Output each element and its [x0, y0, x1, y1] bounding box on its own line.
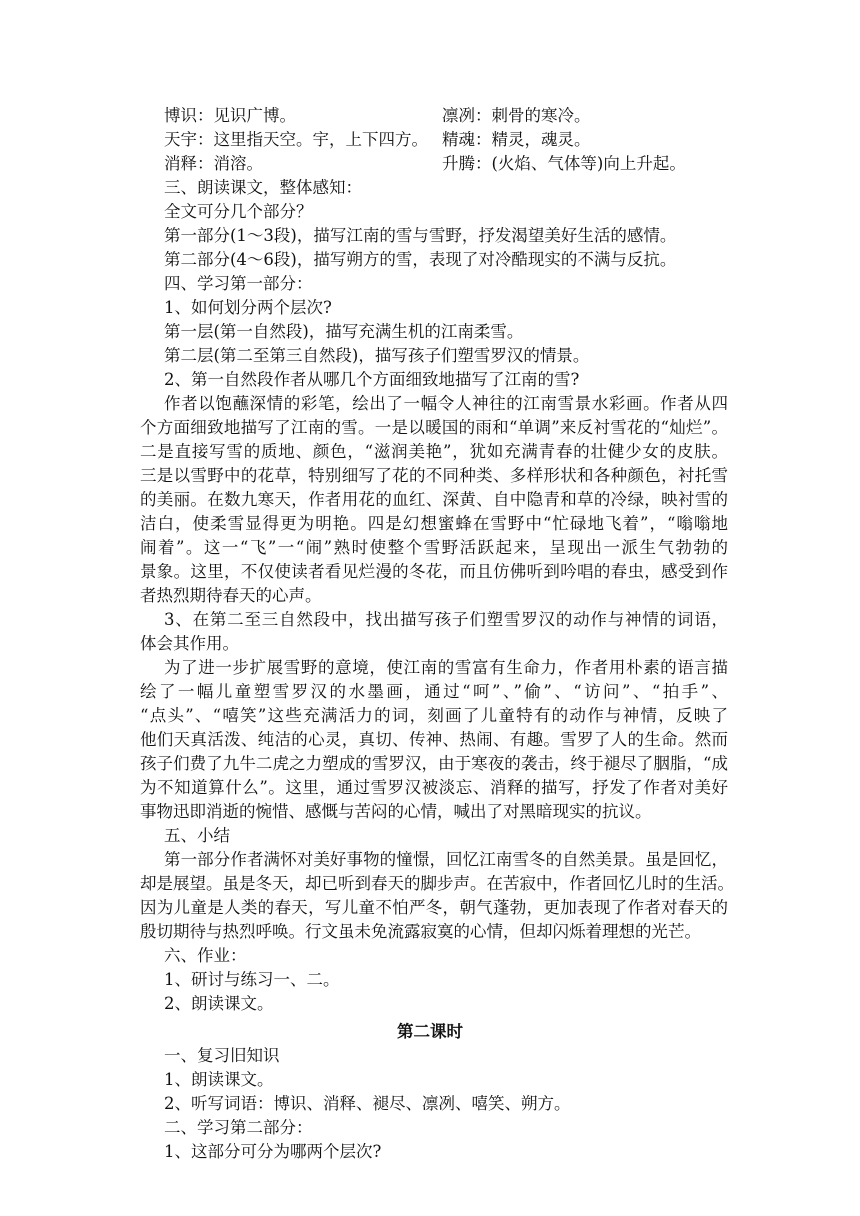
- paragraph-line: 为了进一步扩展雪野的意境，使江南的雪富有生命力，作者用朴素的语言描: [164, 658, 728, 677]
- question: 2、第一自然段作者从哪几个方面细致地描写了江南的雪?: [164, 370, 580, 389]
- section-heading: 五、小结: [164, 826, 230, 845]
- vocab-item: 凛冽：刺骨的寒冷。: [442, 106, 591, 125]
- paragraph-line: 闹着”。这一“飞”一“闹”熟时使整个雪野活跃起来，呈现出一派生气勃勃的: [140, 538, 728, 557]
- paragraph-line: 二是直接写雪的质地、颜色，“滋润美艳”，犹如充满青春的壮健少女的皮肤。: [140, 442, 728, 461]
- question: 3、在第二至三自然段中，找出描写孩子们塑雪罗汉的动作与神情的词语，: [164, 610, 728, 629]
- answer-line: 第二层(第二至第三自然段)，描写孩子们塑雪罗汉的情景。: [164, 346, 590, 365]
- vocab-item: 消释：消溶。: [164, 154, 263, 173]
- paragraph-line: 他们天真活泼、纯洁的心灵，真切、传神、热闹、有趣。雪罗了人的生命。然而: [140, 730, 728, 749]
- paragraph-line: 却是展望。虽是冬天，却已听到春天的脚步声。在苦寂中，作者回忆儿时的生活。: [140, 874, 734, 893]
- paragraph-line: 殷切期待与热烈呼唤。行文虽未免流露寂寞的心情，但却闪烁着理想的光芒。: [140, 922, 701, 941]
- section-heading: 六、作业：: [164, 946, 247, 965]
- list-item: 2、朗读课文。: [164, 994, 274, 1013]
- paragraph-line: 洁白，使柔雪显得更为明艳。四是幻想蜜蜂在雪野中“忙碌地飞着”，“嗡嗡地: [140, 514, 728, 533]
- paragraph-line: 因为儿童是人类的春天，写儿童不怕严冬，朝气蓬勃，更加表现了作者对春天的: [140, 898, 728, 917]
- paragraph-line: “点头”、“嘻笑”这些充满活力的词，刻画了儿童特有的动作与神情，反映了: [140, 706, 728, 725]
- list-item: 1、朗读课文。: [164, 1070, 274, 1089]
- vocab-item: 天宇：这里指天空。宇，上下四方。: [164, 130, 428, 149]
- paragraph-line: 者热烈期待春天的心声。: [140, 586, 322, 605]
- list-item: 1、研讨与练习一、二。: [164, 970, 340, 989]
- question: 体会其作用。: [140, 634, 239, 653]
- lesson-title: 第二课时: [397, 1022, 463, 1041]
- paragraph-line: 景象。这里，不仅使读者看见烂漫的冬花，而且仿佛听到吟唱的春虫，感受到作: [140, 562, 728, 581]
- paragraph-line: 孩子们费了九牛二虎之力塑成的雪罗汉，由于寒夜的袭击，终于褪尽了胭脂，“成: [140, 754, 728, 773]
- question: 1、这部分可分为哪两个层次?: [164, 1142, 382, 1161]
- section-heading: 二、学习第二部分：: [164, 1118, 313, 1137]
- question: 全文可分几个部分？: [164, 202, 313, 221]
- answer-line: 第一部分(1～3段)，描写江南的雪与雪野，抒发渴望美好生活的感情。: [164, 226, 677, 245]
- paragraph-line: 三是以雪野中的花草，特别细写了花的不同种类、多样形状和各种颜色，衬托雪: [140, 466, 728, 485]
- section-heading: 一、复习旧知识: [164, 1046, 280, 1065]
- paragraph-line: 第一部分作者满怀对美好事物的憧憬，回忆江南雪冬的自然美景。虽是回忆，: [164, 850, 728, 869]
- answer-line: 第二部分(4～6段)，描写朔方的雪，表现了对冷酷现实的不满与反抗。: [164, 250, 677, 269]
- section-heading: 三、朗读课文，整体感知：: [164, 178, 362, 197]
- paragraph-line: 为不知道算什么”。这里，通过雪罗汉被淡忘、消释的描写，抒发了作者对美好: [140, 778, 728, 797]
- paragraph-line: 事物迅即消逝的惋惜、感慨与苦闷的心情，喊出了对黑暗现实的抗议。: [140, 802, 652, 821]
- paragraph-line: 作者以饱蘸深情的彩笔，绘出了一幅令人神往的江南雪景水彩画。作者从四: [164, 394, 728, 413]
- question: 1、如何划分两个层次?: [164, 298, 332, 317]
- answer-line: 第一层(第一自然段)，描写充满生机的江南柔雪。: [164, 322, 524, 341]
- paragraph-line: 的美丽。在数九寒天，作者用花的血红、深黄、自中隐青和草的冷绿，映衬雪的: [140, 490, 728, 509]
- vocab-item: 博识：见识广博。: [164, 106, 296, 125]
- vocab-item: 升腾：(火焰、气体等)向上升起。: [442, 154, 686, 173]
- section-heading: 四、学习第一部分：: [164, 274, 313, 293]
- vocab-item: 精魂：精灵，魂灵。: [442, 130, 591, 149]
- list-item: 2、听写词语：博识、消释、褪尽、凛冽、嘻笑、朔方。: [164, 1094, 571, 1113]
- paragraph-line: 个方面细致地描写了江南的雪。一是以暖国的雨和“单调”来反衬雪花的“灿烂”。: [140, 418, 728, 437]
- paragraph-line: 绘了一幅儿童塑雪罗汉的水墨画，通过“呵”、”偷”、“访问”、“拍手”、: [140, 682, 728, 701]
